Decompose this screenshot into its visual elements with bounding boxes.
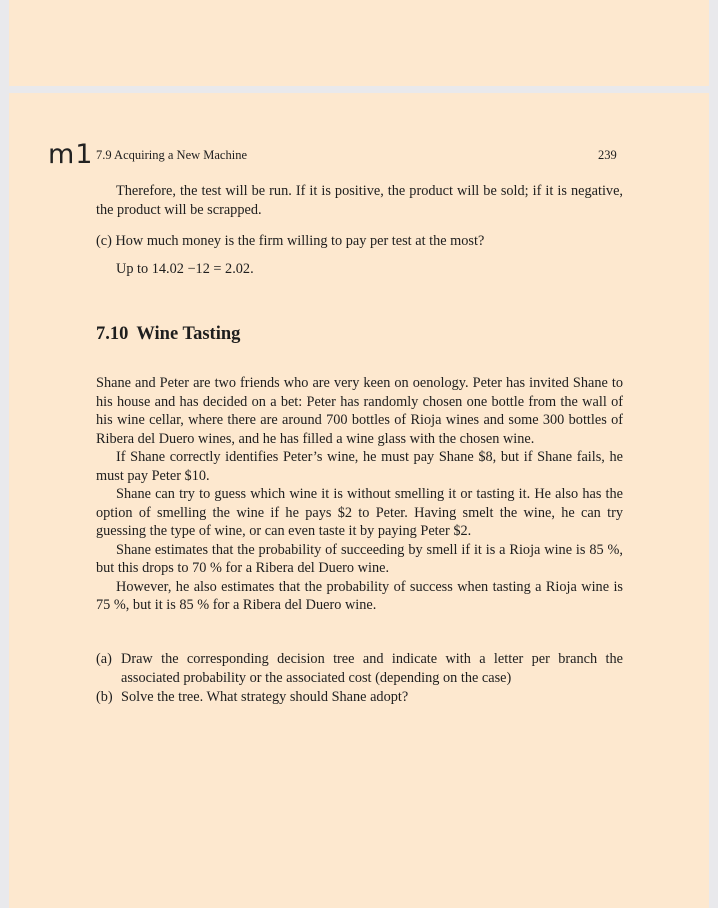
body-paragraph: Therefore, the test will be run. If it is positive, the product will be sold; if it is negative, the product will be scrapped.: [96, 183, 623, 218]
section-title: Wine Tasting: [136, 324, 241, 344]
running-head: 7.9 Acquiring a New Machine: [96, 148, 248, 162]
previous-page: [9, 0, 709, 86]
question-text: Solve the tree. What strategy should Shane adopt?: [121, 689, 409, 705]
paragraph: Shane estimates that the probability of succeeding by smell if it is a Rioja wine is 85 %, but this drops to 70 % for a Ribera del Duero wine.: [96, 541, 623, 576]
paragraph: However, he also estimates that the probability of success when tasting a Rioja wine is 75 %, but it is 85 % for a Ribera del Duero wine.: [96, 578, 623, 613]
page-number: 239: [598, 148, 617, 162]
paragraph: If Shane correctly identifies Peter’s wine, he must pay Shane $8, but if Shane fails, he must pay Peter $10.: [96, 449, 623, 484]
section-heading: [96, 324, 240, 345]
question-label: (a): [96, 651, 112, 667]
answer-c: Up to 14.02 −12 = 2.02.: [116, 261, 254, 277]
question-label: (b): [96, 689, 113, 705]
question-text: Draw the corresponding decision tree and indicate with a letter per branch the associated probability or the associated cost (depending on the case): [121, 651, 623, 686]
question-item: [96, 688, 623, 707]
paragraph: Shane can try to guess which wine it is without smelling it or tasting it. He also has the option of smelling the wine if he pays $2 to Peter. Having smelt the wine, he can try guessing the type of wine, or can even taste it by paying Peter $2.: [96, 486, 623, 539]
section-number: 7.10: [96, 324, 129, 344]
handwritten-annotation: m1: [48, 139, 94, 170]
question-c: (c) How much money is the firm willing to pay per test at the most?: [96, 233, 485, 249]
paragraph: Shane and Peter are two friends who are very keen on oenology. Peter has invited Shane to his house and has decided on a bet: Peter has randomly chosen one bottle from the wall of his wine cellar, where there are around 700 bottles of Rioja wines and some 300 bottles of Ribera del Duero wines, and he has filled a wine glass with the chosen wine.: [96, 375, 623, 447]
question-item: [96, 650, 623, 687]
body-text: [96, 374, 623, 615]
